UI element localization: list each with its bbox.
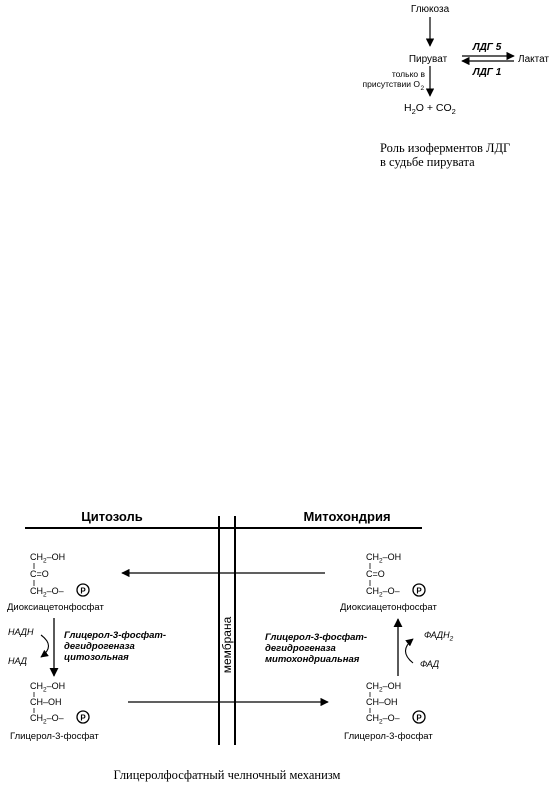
svg-text:P: P [80,586,86,596]
svg-text:CH2–OH: $CH_2-OH$ [366,681,402,694]
svg-text:CH2–O–: $CH_2-O-$ [30,586,64,599]
svg-text:CH2–O–: $CH_2-O-$ [366,586,400,599]
nadh-label: НАДН [8,627,34,637]
svg-text:C=O: C=O [366,569,385,579]
mito-enzyme-line3: митохондриальная [265,654,360,665]
nad-label: НАД [8,656,27,666]
scheme2-caption: Глицеролфосфатный челночный механизм [113,768,341,782]
pyruvate-label: Пируват [408,54,448,65]
mitochondria-heading: Митохондрия [303,509,391,524]
mito-dhap-name: Диоксиацетонфосфат [340,602,437,613]
svg-text:P: P [80,713,86,723]
fad-fadh2-curve [406,639,414,663]
glucose-label: Глюкоза [410,4,450,15]
svg-text:C=O: C=O [30,569,49,579]
svg-text:CH2–OH: $CH_2-OH$ [366,552,402,565]
mito-g3p-structure [344,681,433,742]
mito-dhap-structure [340,552,437,613]
cytosol-heading: Цитозоль [81,509,143,524]
lactate-label: Лактат [518,54,550,65]
svg-text:CH–OH: CH–OH [366,697,398,707]
condition-line2: присутствии O [362,79,420,89]
fadh2-label: $ФАДН_2$ [424,630,454,643]
cytosol-dhap-name: Диоксиацетонфосфат [7,602,104,613]
cytosol-g3p-name: Глицерол-3-фосфат [10,731,99,742]
cytosol-enzyme-line3: цитозольная [64,652,129,663]
ldg5-label: ЛДГ 5 [472,42,502,53]
membrane-label: мембрана [220,616,234,674]
mito-enzyme-line2: дегидрогеназа [265,643,336,654]
ldg1-label: ЛДГ 1 [472,67,502,78]
scheme1-caption-line1: Роль изоферментов ЛДГ [380,141,511,155]
cytosol-g3p-structure [10,681,99,742]
condition-o2-sub: 2 [420,85,425,92]
products-label: $H_2O + CO_2$ [404,102,456,116]
svg-text:CH2–O–: $CH_2-O-$ [30,713,64,726]
cytosol-enzyme-line2: дегидрогеназа [64,641,135,652]
svg-text:CH2–O–: $CH_2-O-$ [366,713,400,726]
condition-line1: только в [391,69,425,79]
svg-text:CH2–OH: $CH_2-OH$ [30,552,66,565]
fad-label: ФАД [420,659,440,669]
nadh-nad-curve [41,635,49,657]
svg-text:P: P [416,713,422,723]
mito-g3p-name: Глицерол-3-фосфат [344,731,433,742]
ldh-scheme [362,4,549,169]
cytosol-enzyme-line1: Глицерол-3-фосфат- [64,630,167,641]
svg-text:CH2–OH: $CH_2-OH$ [30,681,66,694]
mito-enzyme-line1: Глицерол-3-фосфат- [265,632,368,643]
svg-text:P: P [416,586,422,596]
shuttle-scheme [7,509,454,782]
svg-text:CH–OH: CH–OH [30,697,62,707]
cytosol-dhap-structure [7,552,104,613]
scheme1-caption-line2: в судьбе пирувата [380,155,475,169]
